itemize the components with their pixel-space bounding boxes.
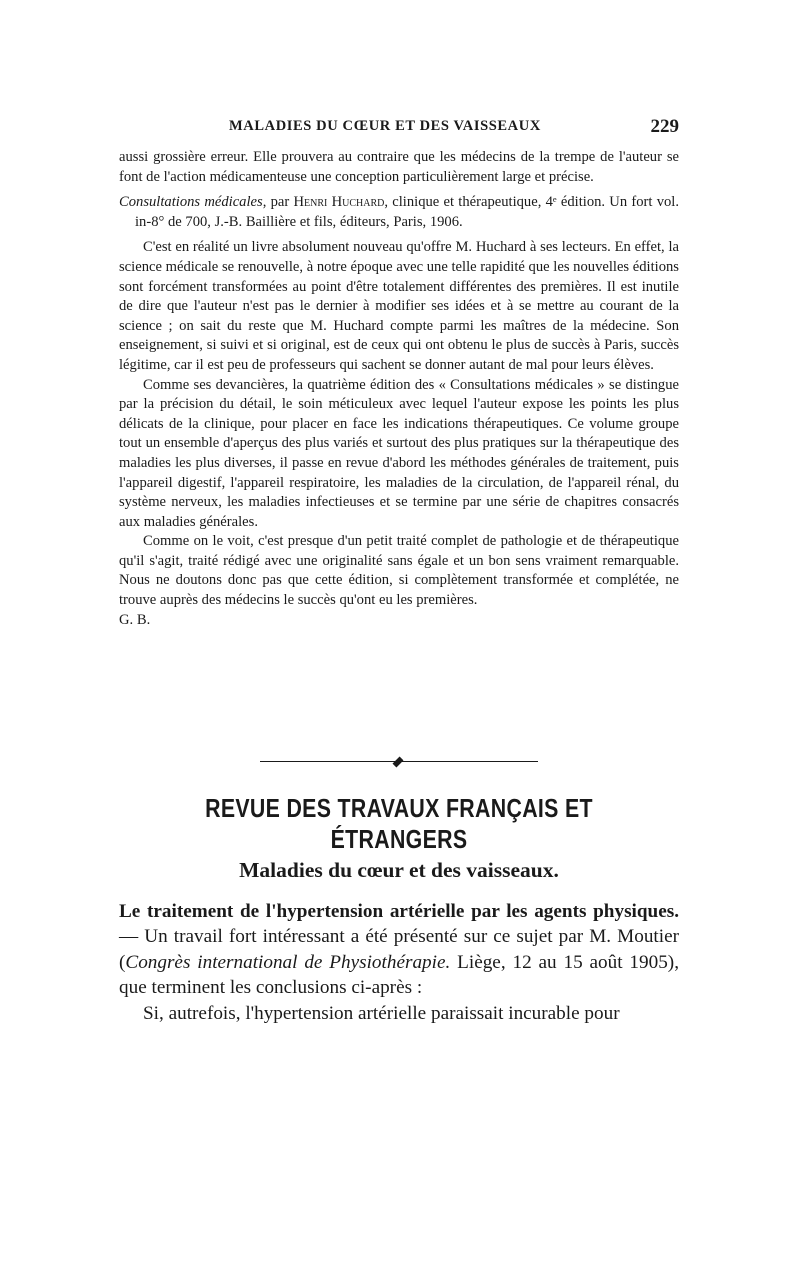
section-divider [260, 761, 538, 762]
article-heading: Le traitement de l'hypertension artérielle par les agents physiques. [119, 901, 679, 922]
book-title: Consultations médicales [119, 194, 263, 211]
page-number: 229 [650, 116, 679, 137]
book-by: , par [262, 194, 294, 211]
book-details: , clinique et thérapeutique, 4ᵉ édition. Un fort vol. in-8° de 700, J.-B. Baillière et fils, éditeurs, Paris, 1906. [135, 194, 679, 230]
review-paragraph-4: Comme on le voit, c'est presque d'un petit traité complet de pathologie et de thérapeutique qu'il s'agit, traité rédigé avec une originalité sans égale et un bon sens vraiment remarquable. Nous ne doutons donc pas que cette édition, si complètement transformée et complétée, ne trouve auprès des médecins le succès qu'ont eu les premières. [119, 533, 679, 609]
review-block [119, 148, 679, 630]
article-text-b: Liège, 12 au 15 août 1905), que terminent les conclusions ci-après : [119, 951, 679, 999]
review-paragraph-3: Comme ses devancières, la quatrième édition des « Consultations médicales » se distingue par la précision du détail, le soin méticuleux avec lequel l'auteur expose les points les plus délicats de la clinique, pour placer en face les indications thérapeutiques. Ce volume groupe tout un ensemble d'aperçus des plus variés et surtout des plus pratiques sur la thérapeutique des maladies les plus diverses, il passe en revue d'abord les méthodes générales de traitement, puis l'appareil digestif, l'appareil respiratoire, les maladies de la circulation, de l'appareil rénal, du système nerveux, les maladies infectieuses et se termine par une série de chapitres consacrés aux maladies générales. [119, 376, 679, 530]
review-signature: G. B. [119, 611, 151, 628]
article-source: Congrès international de Physiothérapie. [125, 951, 451, 973]
divider-ornament [393, 757, 404, 768]
running-head [119, 116, 679, 140]
book-reference [119, 193, 679, 232]
article-paragraph-2: Si, autrefois, l'hypertension artérielle paraissait incurable pour [143, 1002, 620, 1024]
book-author: Henri Huchard [293, 194, 385, 211]
review-paragraph-1: aussi grossière erreur. Elle prouvera au contraire que les médecins de la trempe de l'auteur se font de l'action médicamenteuse une conception particulièrement large et précise. [119, 149, 679, 185]
article-text-a: — Un travail fort intéressant a été présenté sur ce sujet par M. Moutier ( [119, 926, 679, 973]
review-paragraph-2: C'est en réalité un livre absolument nouveau qu'offre M. Huchard à ses lecteurs. En effet, la science médicale se renouvelle, à notre époque avec une telle rapidité que les nouvelles éditions sont forcément transformées au point d'être totalement différentes des premières. Il est inutile de dire que l'auteur n'est pas le dernier à modifier ses idées et à se mettre au courant de la science ; on sait du reste que M. Huchard compte parmi les maîtres de la médecine. Son enseignement, si suivi et si original, est de ceux qui ont obtenu le plus de succès à Paris, succès légitime, car il est peu de professeurs qui sachent se donner autant de mal pour leurs élèves. [119, 239, 679, 373]
article-paragraph-1 [119, 899, 679, 1001]
running-title: MALADIES DU CŒUR ET DES VAISSEAUX [229, 118, 541, 134]
section-title: REVUE DES TRAVAUX FRANÇAIS ET ÉTRANGERS [205, 793, 593, 854]
article-block [119, 899, 679, 1026]
subsection-title: Maladies du cœur et des vaisseaux. [239, 858, 559, 882]
